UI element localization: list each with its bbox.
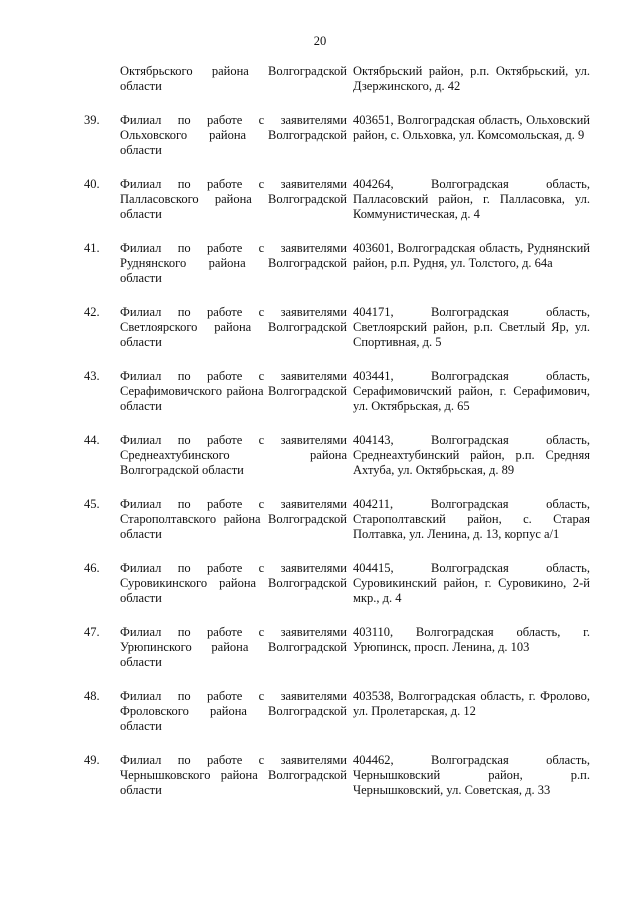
branch-name: Филиал по работе с заявителями Среднеахтубинского района Волгоградской области (120, 433, 347, 477)
table-row (84, 561, 604, 606)
table-row (84, 497, 604, 542)
branch-name: Филиал по работе с заявителями Суровикинского района Волгоградской области (120, 561, 347, 605)
row-number: 48. (84, 689, 100, 703)
table-row (84, 305, 604, 350)
branch-name: Филиал по работе с заявителями Серафимовичского района Волгоградской области (120, 369, 347, 413)
branch-address: Октябрьский район, р.п. Октябрьский, ул. Дзержинского, д. 42 (353, 64, 590, 93)
branch-name: Филиал по работе с заявителями Светлоярского района Волгоградской области (120, 305, 347, 349)
page-number: 20 (313, 34, 327, 48)
branch-name: Филиал по работе с заявителями Руднянского района Волгоградской области (120, 241, 347, 285)
table-row (84, 689, 604, 734)
branch-address: 404462, Волгоградская область, Чернышковский район, р.п. Чернышковский, ул. Советская, д. 33 (353, 753, 590, 797)
branch-address: 404171, Волгоградская область, Светлоярский район, р.п. Светлый Яр, ул. Спортивная, д. 5 (353, 305, 590, 349)
branch-address: 403601, Волгоградская область, Руднянский район, р.п. Рудня, ул. Толстого, д. 64а (353, 241, 590, 270)
table-row (84, 64, 604, 94)
row-number: 42. (84, 305, 100, 319)
table-row (84, 241, 604, 286)
row-number: 49. (84, 753, 100, 767)
branch-name: Филиал по работе с заявителями Урюпинского района Волгоградской области (120, 625, 347, 669)
branch-address: 404143, Волгоградская область, Среднеахтубинский район, р.п. Средняя Ахтуба, ул. Октябрьская, д. 89 (353, 433, 590, 477)
branch-address: 403651, Волгоградская область, Ольховский район, с. Ольховка, ул. Комсомольская, д. 9 (353, 113, 590, 142)
table-row (84, 369, 604, 414)
table-row (84, 433, 604, 478)
branch-name: Филиал по работе с заявителями Ольховского района Волгоградской области (120, 113, 347, 157)
row-number: 40. (84, 177, 100, 191)
row-number: 47. (84, 625, 100, 639)
branch-address: 403110, Волгоградская область, г. Урюпинск, просп. Ленина, д. 103 (353, 625, 590, 654)
branch-address: 403538, Волгоградская область, г. Фролово, ул. Пролетарская, д. 12 (353, 689, 590, 718)
table-row (84, 113, 604, 158)
branch-address: 403441, Волгоградская область, Серафимовичский район, г. Серафимович, ул. Октябрьская, д. 65 (353, 369, 590, 413)
table-row (84, 177, 604, 222)
branch-name: Филиал по работе с заявителями Старополтавского района Волгоградской области (120, 497, 347, 541)
branch-name: Филиал по работе с заявителями Фроловского района Волгоградской области (120, 689, 347, 733)
branch-address: 404264, Волгоградская область, Палласовский район, г. Палласовка, ул. Коммунистическая, д. 4 (353, 177, 590, 221)
row-number: 46. (84, 561, 100, 575)
row-number: 45. (84, 497, 100, 511)
branch-address: 404415, Волгоградская область, Суровикинский район, г. Суровикино, 2-й мкр., д. 4 (353, 561, 590, 605)
table-row (84, 625, 604, 670)
branch-table (84, 64, 604, 798)
row-number: 43. (84, 369, 100, 383)
table-row (84, 753, 604, 798)
row-number: 41. (84, 241, 100, 255)
row-number (84, 64, 120, 94)
branch-address: 404211, Волгоградская область, Старополтавский район, с. Старая Полтавка, ул. Ленина, д. 13, корпус а/1 (353, 497, 590, 541)
branch-name: Филиал по работе с заявителями Палласовского района Волгоградской области (120, 177, 347, 221)
row-number: 39. (84, 113, 100, 127)
branch-name: Октябрьского района Волгоградской области (120, 64, 347, 93)
branch-name: Филиал по работе с заявителями Чернышковского района Волгоградской области (120, 753, 347, 797)
row-number: 44. (84, 433, 100, 447)
